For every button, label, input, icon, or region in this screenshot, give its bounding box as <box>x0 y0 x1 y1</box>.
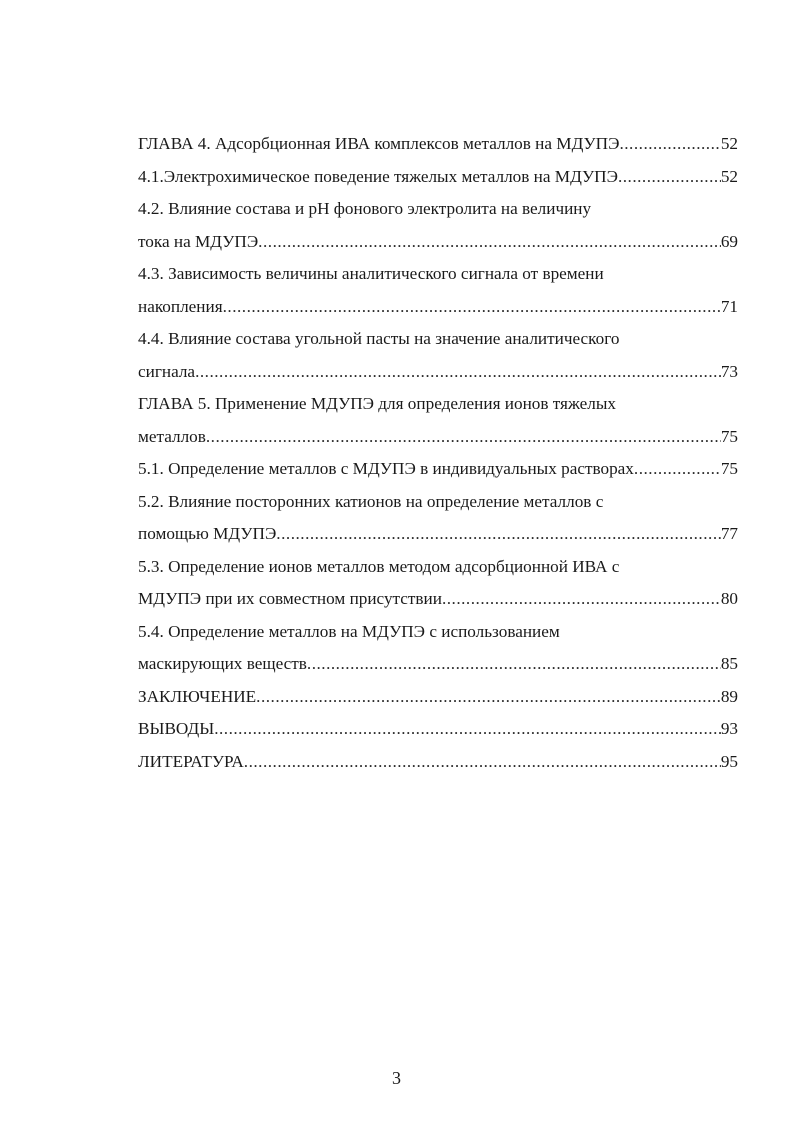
toc-entry-title-line: ГЛАВА 5. Применение МДУПЭ для определения ионов тяжелых <box>138 394 616 413</box>
toc-entry-last-line <box>138 648 738 681</box>
toc-entry-last-line <box>138 583 738 616</box>
toc-leader-dots <box>619 128 720 161</box>
toc-entry <box>138 453 738 486</box>
toc-entry-last-line <box>138 518 738 551</box>
toc-entry <box>138 193 738 258</box>
toc-leader-dots <box>276 518 721 551</box>
toc-entry-page: 52 <box>720 134 738 153</box>
toc-entry-title: 5.1. Определение металлов с МДУПЭ в индивидуальных растворах <box>138 459 634 478</box>
toc-leader-dots <box>258 226 721 259</box>
toc-entry-title: помощью МДУПЭ <box>138 524 277 543</box>
toc-entry-last-line <box>138 746 738 779</box>
toc-entry-last-line <box>138 128 738 161</box>
toc-entry-page: 73 <box>720 361 738 381</box>
toc-entry-page: 75 <box>720 459 738 478</box>
toc-entry-page: 93 <box>720 719 738 738</box>
toc-entry-last-line <box>138 713 738 746</box>
toc-entry-page: 69 <box>720 231 738 251</box>
toc-leader-dots <box>223 291 721 324</box>
page-number: 3 <box>392 1068 401 1088</box>
toc-entry-title-line: 4.3. Зависимость величины аналитического сигнала от времени <box>138 264 604 283</box>
toc-entry-title: маскирующих веществ <box>138 654 307 673</box>
toc-entry <box>138 161 738 194</box>
toc-entry-title: сигнала <box>138 361 196 381</box>
toc-entry-title: накопления <box>138 296 223 316</box>
toc-leader-dots <box>634 453 721 486</box>
toc-entry-title-line: 5.4. Определение металлов на МДУПЭ с использованием <box>138 621 560 641</box>
toc-entry <box>138 486 738 551</box>
toc-entry-title: ВЫВОДЫ <box>138 719 215 738</box>
toc-entry-title: ЗАКЛЮЧЕНИЕ <box>138 686 257 706</box>
toc-leader-dots <box>214 713 721 746</box>
toc-entry-last-line <box>138 421 738 454</box>
toc-leader-dots <box>442 583 721 616</box>
toc-entry <box>138 323 738 388</box>
toc-leader-dots <box>307 648 721 681</box>
toc-entry-title-line: 5.3. Определение ионов металлов методом адсорбционной ИВА с <box>138 556 620 576</box>
toc-entry-title: 4.1.Электрохимическое поведение тяжелых металлов на МДУПЭ <box>138 166 618 186</box>
toc-leader-dots <box>195 356 721 389</box>
toc-entry <box>138 616 738 681</box>
toc-entry-title: металлов <box>138 426 206 446</box>
toc-entry-title: МДУПЭ при их совместном присутствии <box>138 589 442 608</box>
toc-entry-page: 95 <box>720 751 738 771</box>
toc-entry-page: 80 <box>720 589 738 608</box>
toc-leader-dots <box>206 421 721 454</box>
toc-entry <box>138 746 738 779</box>
toc-entry-page: 71 <box>720 296 738 316</box>
toc-leader-dots <box>256 681 721 714</box>
toc-entry-title-line: 4.2. Влияние состава и pH фонового электролита на величину <box>138 199 592 218</box>
toc-leader-dots <box>618 161 721 194</box>
toc-entry-title-line: 4.4. Влияние состава угольной пасты на значение аналитического <box>138 329 620 348</box>
toc-leader-dots <box>244 746 721 779</box>
toc-entry <box>138 128 738 161</box>
toc-entry-last-line <box>138 161 738 194</box>
toc-entry-title: ГЛАВА 4. Адсорбционная ИВА комплексов металлов на МДУПЭ <box>138 134 620 153</box>
toc-entry <box>138 713 738 746</box>
toc-entry-page: 89 <box>720 686 738 706</box>
toc-entry-title: тока на МДУПЭ <box>138 231 259 251</box>
toc-entry-title: ЛИТЕРАТУРА <box>138 751 244 771</box>
toc-entry-last-line <box>138 226 738 259</box>
toc-entry-page: 85 <box>720 654 738 673</box>
toc-entry <box>138 551 738 616</box>
toc-entry-title-line: 5.2. Влияние посторонних катионов на определение металлов с <box>138 491 604 511</box>
toc-entry-last-line <box>138 356 738 389</box>
table-of-contents <box>138 128 738 778</box>
toc-entry-page: 75 <box>720 426 738 446</box>
toc-entry-page: 77 <box>720 524 738 543</box>
toc-entry-last-line <box>138 681 738 714</box>
toc-entry-page: 52 <box>720 166 738 186</box>
toc-entry <box>138 681 738 714</box>
toc-entry <box>138 258 738 323</box>
toc-entry-last-line <box>138 291 738 324</box>
toc-entry <box>138 388 738 453</box>
toc-entry-last-line <box>138 453 738 486</box>
